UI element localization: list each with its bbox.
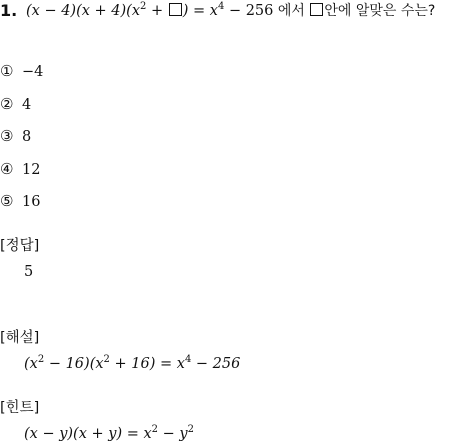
explanation-label: [해설] — [0, 330, 40, 346]
explanation-body — [24, 354, 240, 374]
choice-1[interactable] — [0, 60, 43, 82]
choice-5-mark: ⑤ — [0, 192, 14, 210]
choice-4[interactable] — [0, 158, 40, 180]
explanation-exp-b: 2 — [103, 354, 110, 365]
hint-body — [24, 424, 194, 444]
answer-value: 5 — [24, 264, 34, 280]
choice-4-mark: ④ — [0, 160, 14, 178]
question-text-1: 에서 — [273, 3, 310, 19]
choice-3-mark: ③ — [0, 127, 14, 145]
choice-5[interactable] — [0, 190, 40, 212]
choice-2[interactable] — [0, 93, 31, 115]
choice-3-value: 8 — [22, 129, 32, 145]
hint-part-2: − y — [158, 426, 188, 442]
hint-label: [힌트] — [0, 400, 40, 416]
question-expr-rhs: − 256 — [224, 3, 274, 19]
question-expr-lhs-3: ) = x — [182, 3, 218, 19]
answer-label: [정답] — [0, 238, 40, 254]
explanation-part-4: − 256 — [191, 356, 241, 372]
explanation-exp-a: 2 — [37, 354, 45, 365]
choice-1-mark: ① — [0, 62, 14, 80]
choice-2-value: 4 — [22, 97, 32, 113]
choice-3[interactable] — [0, 125, 31, 147]
question-number: 1. — [0, 1, 18, 20]
explanation-part-3: + 16) = x — [109, 356, 185, 372]
explanation-part-1: (x — [24, 356, 38, 372]
hint-part-1: (x − y)(x + y) = x — [24, 426, 152, 442]
hint-exp-a: 2 — [151, 424, 159, 435]
question-expr-lhs-1: (x − 4)(x + 4)(x — [26, 3, 141, 19]
choice-4-value: 12 — [22, 162, 41, 178]
question-expr-lhs-2: + — [146, 3, 168, 19]
blank-box-2 — [310, 3, 323, 16]
choice-5-value: 16 — [22, 194, 41, 210]
question-exp-4: 4 — [217, 1, 225, 12]
question-text — [26, 1, 435, 21]
question-exp-2: 2 — [140, 1, 147, 12]
explanation-exp-c: 4 — [184, 354, 192, 365]
hint-exp-b: 2 — [187, 424, 194, 435]
choice-2-mark: ② — [0, 95, 14, 113]
explanation-part-2: − 16)(x — [44, 356, 104, 372]
blank-box — [169, 3, 182, 16]
choice-1-value: −4 — [22, 64, 44, 80]
question-text-2: 안에 알맞은 수는? — [324, 3, 436, 19]
